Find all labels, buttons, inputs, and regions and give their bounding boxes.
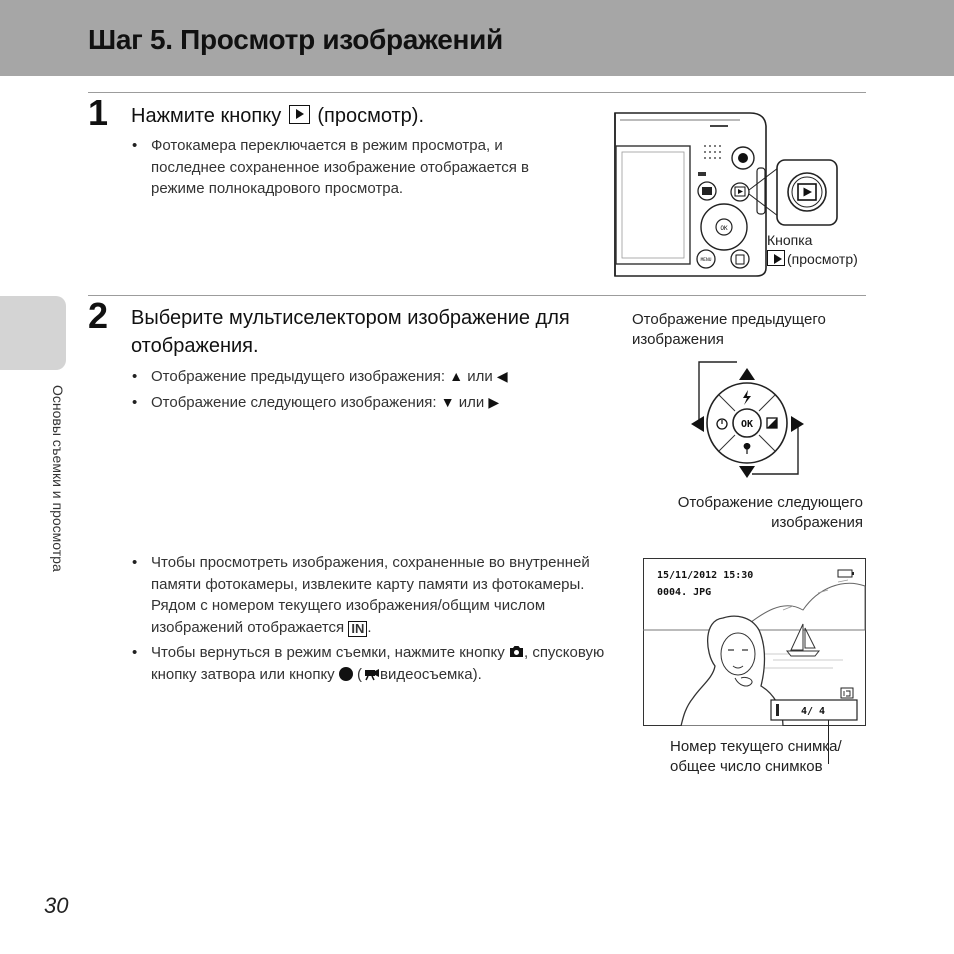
arrow-down-icon: ▼ (440, 393, 455, 410)
step-heading-2: Выберите мультиселектором изображение для отображения. (131, 307, 570, 357)
note-internal-memory: • Чтобы просмотреть изображения, сохраненные во внутренней памяти фотокамеры, извлеките карту памяти из фотокамеры. Рядом с номером текущего изображения/общим числом изображений отображается IN . (130, 552, 610, 638)
note1-text: Чтобы просмотреть изображения, сохраненные во внутренней памяти фотокамеры, извлеките карту памяти из фотокамеры. Рядом с номером текущего изображения/общим числом изображений отображается (151, 554, 590, 636)
counter-caption: Номер текущего снимка/ общее число снимков (670, 738, 842, 775)
movie-camera-icon (362, 667, 380, 681)
step1-heading-after: (просмотр). (317, 105, 425, 127)
play-button-caption-line1: Кнопка (767, 232, 813, 248)
camera-icon (509, 645, 524, 658)
or-text: или (467, 368, 493, 385)
image-size-icon (841, 688, 853, 698)
internal-memory-icon: IN (348, 621, 367, 637)
page-number: 30 (44, 893, 69, 918)
battery-icon (838, 570, 852, 577)
screen-datetime: 15/11/2012 15:30 (657, 570, 754, 581)
note2-text-a: Чтобы вернуться в режим съемки, нажмите кнопку (151, 644, 505, 661)
step2-bullet-next (130, 392, 600, 414)
step2-bullet-prev (130, 366, 600, 388)
selector-ok-label: OK (720, 225, 728, 232)
play-button-icon (767, 250, 785, 266)
notes-bullets (130, 552, 610, 689)
screen-filename: 0004. JPG (657, 587, 712, 598)
arrow-left-icon (691, 416, 704, 432)
arrow-left-icon: ◀ (496, 368, 508, 384)
step2-bullets (130, 366, 600, 417)
caption-next: Отображение следующего изображения (677, 494, 863, 531)
ok-label: OK (740, 419, 754, 430)
step1-bullets (130, 135, 580, 204)
step2-bullet-next-text: Отображение следующего изображения: (151, 393, 437, 411)
play-button-icon (289, 105, 310, 124)
arrow-down-icon (739, 466, 755, 478)
arrow-up-icon: ▲ (449, 368, 464, 384)
section-rule-1 (88, 92, 866, 93)
arrow-right-icon: ▶ (488, 393, 500, 410)
note-return-shooting: • Чтобы вернуться в режим съемки, нажмите кнопку , спусковую кнопку затвора или кнопку ( видеосъемка). (130, 642, 610, 685)
step-number-1: 1 (88, 92, 109, 133)
play-button-caption-line2: (просмотр) (787, 251, 858, 267)
playback-screen (643, 558, 866, 726)
note2-text-c: видеосъемка). (380, 665, 482, 683)
multi-selector-diagram (680, 354, 810, 490)
arrow-up-icon (739, 368, 755, 380)
play-button-caption (767, 231, 858, 269)
screen-counter: 4/ 4 (801, 706, 826, 717)
side-tab-label: Основы съемки и просмотра (50, 385, 66, 572)
or-text: или (458, 393, 485, 411)
note2-text-b: спусковую кнопку затвора или кнопку (151, 644, 605, 683)
step-heading-1 (131, 102, 424, 130)
step1-heading-before: Нажмите кнопку (131, 105, 282, 127)
step-number-2: 2 (88, 295, 109, 336)
section-rule-2 (88, 295, 866, 296)
menu-label: MENU (700, 258, 712, 263)
side-tab (0, 296, 66, 370)
step2-bullet-prev-text: Отображение предыдущего изображения: (151, 368, 446, 385)
record-button-icon (339, 667, 353, 681)
caption-previous: Отображение предыдущего изображения (632, 311, 826, 348)
step1-bullet: • Фотокамера переключается в режим просмотра, и последнее сохраненное изображение отображается в режиме полнокадрового просмотра. (130, 135, 580, 200)
page-title: Шаг 5. Просмотр изображений (88, 24, 503, 55)
